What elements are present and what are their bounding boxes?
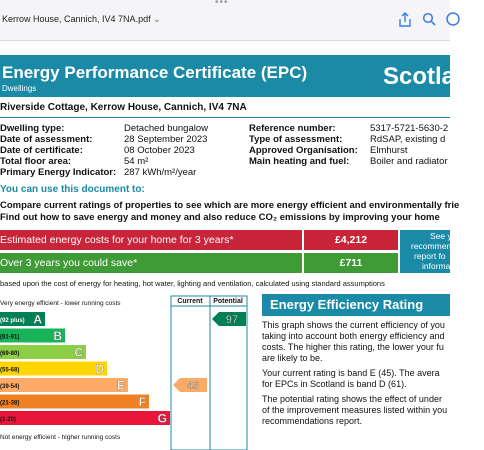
- current-rating-value: 45: [186, 380, 200, 392]
- detail-value: 08 October 2023: [124, 145, 195, 156]
- band-range-label: (69-80): [0, 351, 20, 357]
- detail-label: Approved Organisation:: [249, 145, 358, 156]
- eer-paragraph-line: for EPCs in Scotland is band D (61).: [262, 379, 407, 389]
- see-text: See y: [430, 231, 452, 241]
- band-range-label: (81-91): [0, 334, 20, 341]
- detail-value: Elmhurst: [370, 145, 408, 156]
- band-letter: E: [116, 378, 125, 393]
- eer-paragraph-line: are likely to be.: [262, 353, 323, 363]
- document-title[interactable]: [2, 14, 161, 25]
- band-range-label: (92 plus): [0, 318, 25, 324]
- current-column-header: Current: [177, 298, 203, 305]
- markup-icon[interactable]: [442, 12, 458, 28]
- band-range-label: (21-38): [0, 400, 20, 407]
- band-letter: A: [33, 312, 42, 327]
- rating-band-g: [0, 411, 170, 425]
- eer-paragraph-line: Your current rating is band E (45). The avera: [262, 368, 440, 378]
- detail-value: 28 September 2023: [124, 134, 208, 145]
- divider: [0, 117, 450, 118]
- band-letter: F: [138, 395, 146, 409]
- chart-bottom-label: Not energy efficient - higher running costs: [0, 434, 121, 441]
- see-text: report fo: [414, 251, 446, 261]
- eer-paragraph-line: The potential rating shows the effect of under: [262, 394, 442, 404]
- band-letter: C: [74, 345, 83, 360]
- detail-value: 287 kWh/m²/year: [124, 167, 197, 178]
- energy-rating-chart: [0, 292, 260, 450]
- detail-label: Type of assessment:: [249, 134, 343, 145]
- potential-column-header: Potential: [213, 298, 243, 305]
- savings-value: £711: [339, 257, 363, 269]
- eer-paragraph-line: costs. The higher this rating, the lower your fu: [262, 342, 444, 352]
- eer-paragraph-line: This graph shows the current efficiency of you: [262, 320, 445, 330]
- page-subtitle: Dwellings: [2, 84, 37, 93]
- detail-value: RdSAP, existing d: [370, 134, 446, 145]
- detail-label: Primary Energy Indicator:: [0, 167, 117, 178]
- detail-value: Boiler and radiator: [370, 156, 448, 167]
- property-address: Riverside Cottage, Kerrow House, Cannich, IV4 7NA: [0, 102, 247, 113]
- eer-paragraph-line: of the improvement measures listed within you: [262, 405, 448, 415]
- detail-label: Main heating and fuel:: [249, 156, 350, 167]
- detail-label: Total floor area:: [0, 156, 72, 167]
- share-icon[interactable]: [397, 12, 413, 28]
- detail-value: Detached bungalow: [124, 123, 208, 134]
- detail-label: Reference number:: [249, 123, 336, 134]
- band-range-label: (39-54): [0, 384, 20, 390]
- detail-value: 54 m²: [124, 156, 149, 167]
- country-label: Scotland: [383, 63, 484, 90]
- detail-label: Dwelling type:: [0, 123, 65, 134]
- estimated-cost-value: £4,212: [334, 234, 368, 246]
- cost-footnote: based upon the cost of energy for heating, hot water, lighting and ventilation, calculated using standard assumptions: [0, 279, 385, 288]
- rating-band-f: [0, 395, 149, 409]
- detail-label: Date of certificate:: [0, 145, 83, 156]
- band-letter: B: [53, 329, 62, 343]
- use-document-item: Compare current ratings of properties to see which are more energy efficient and environmentally frie: [0, 200, 460, 211]
- band-letter: D: [95, 362, 104, 376]
- eer-heading: Energy Efficiency Rating: [270, 297, 424, 312]
- savings-label: Over 3 years you could save*: [0, 257, 138, 269]
- eer-paragraph-line: recommendations report.: [262, 416, 363, 426]
- use-document-heading: You can use this document to:: [0, 184, 145, 195]
- detail-value: 5317-5721-5630-2: [370, 123, 449, 134]
- estimated-cost-label: Estimated energy costs for your home for 3 years*: [0, 234, 234, 246]
- search-icon[interactable]: [421, 12, 437, 28]
- eer-paragraph-line: taking into account both energy efficiency and: [262, 331, 445, 341]
- window-dots: •••: [215, 0, 229, 8]
- use-document-item: Find out how to save energy and money and also reduce CO₂ emissions by improving your home: [0, 212, 440, 223]
- filename-text: Kerrow House, Cannich, IV4 7NA.pdf: [2, 14, 151, 24]
- chart-top-label: Very energy efficient - lower running costs: [0, 300, 121, 307]
- see-text: informa: [422, 261, 451, 271]
- band-range-label: (1-20): [0, 417, 17, 423]
- band-letter: G: [157, 411, 167, 426]
- see-text: recommen: [411, 241, 452, 251]
- band-range-label: (55-68): [0, 367, 20, 374]
- page-title: Energy Performance Certificate (EPC): [2, 63, 308, 82]
- chevron-down-icon: ⌄: [153, 14, 161, 24]
- potential-rating-value: 97: [225, 314, 239, 326]
- detail-label: Date of assessment:: [0, 134, 93, 145]
